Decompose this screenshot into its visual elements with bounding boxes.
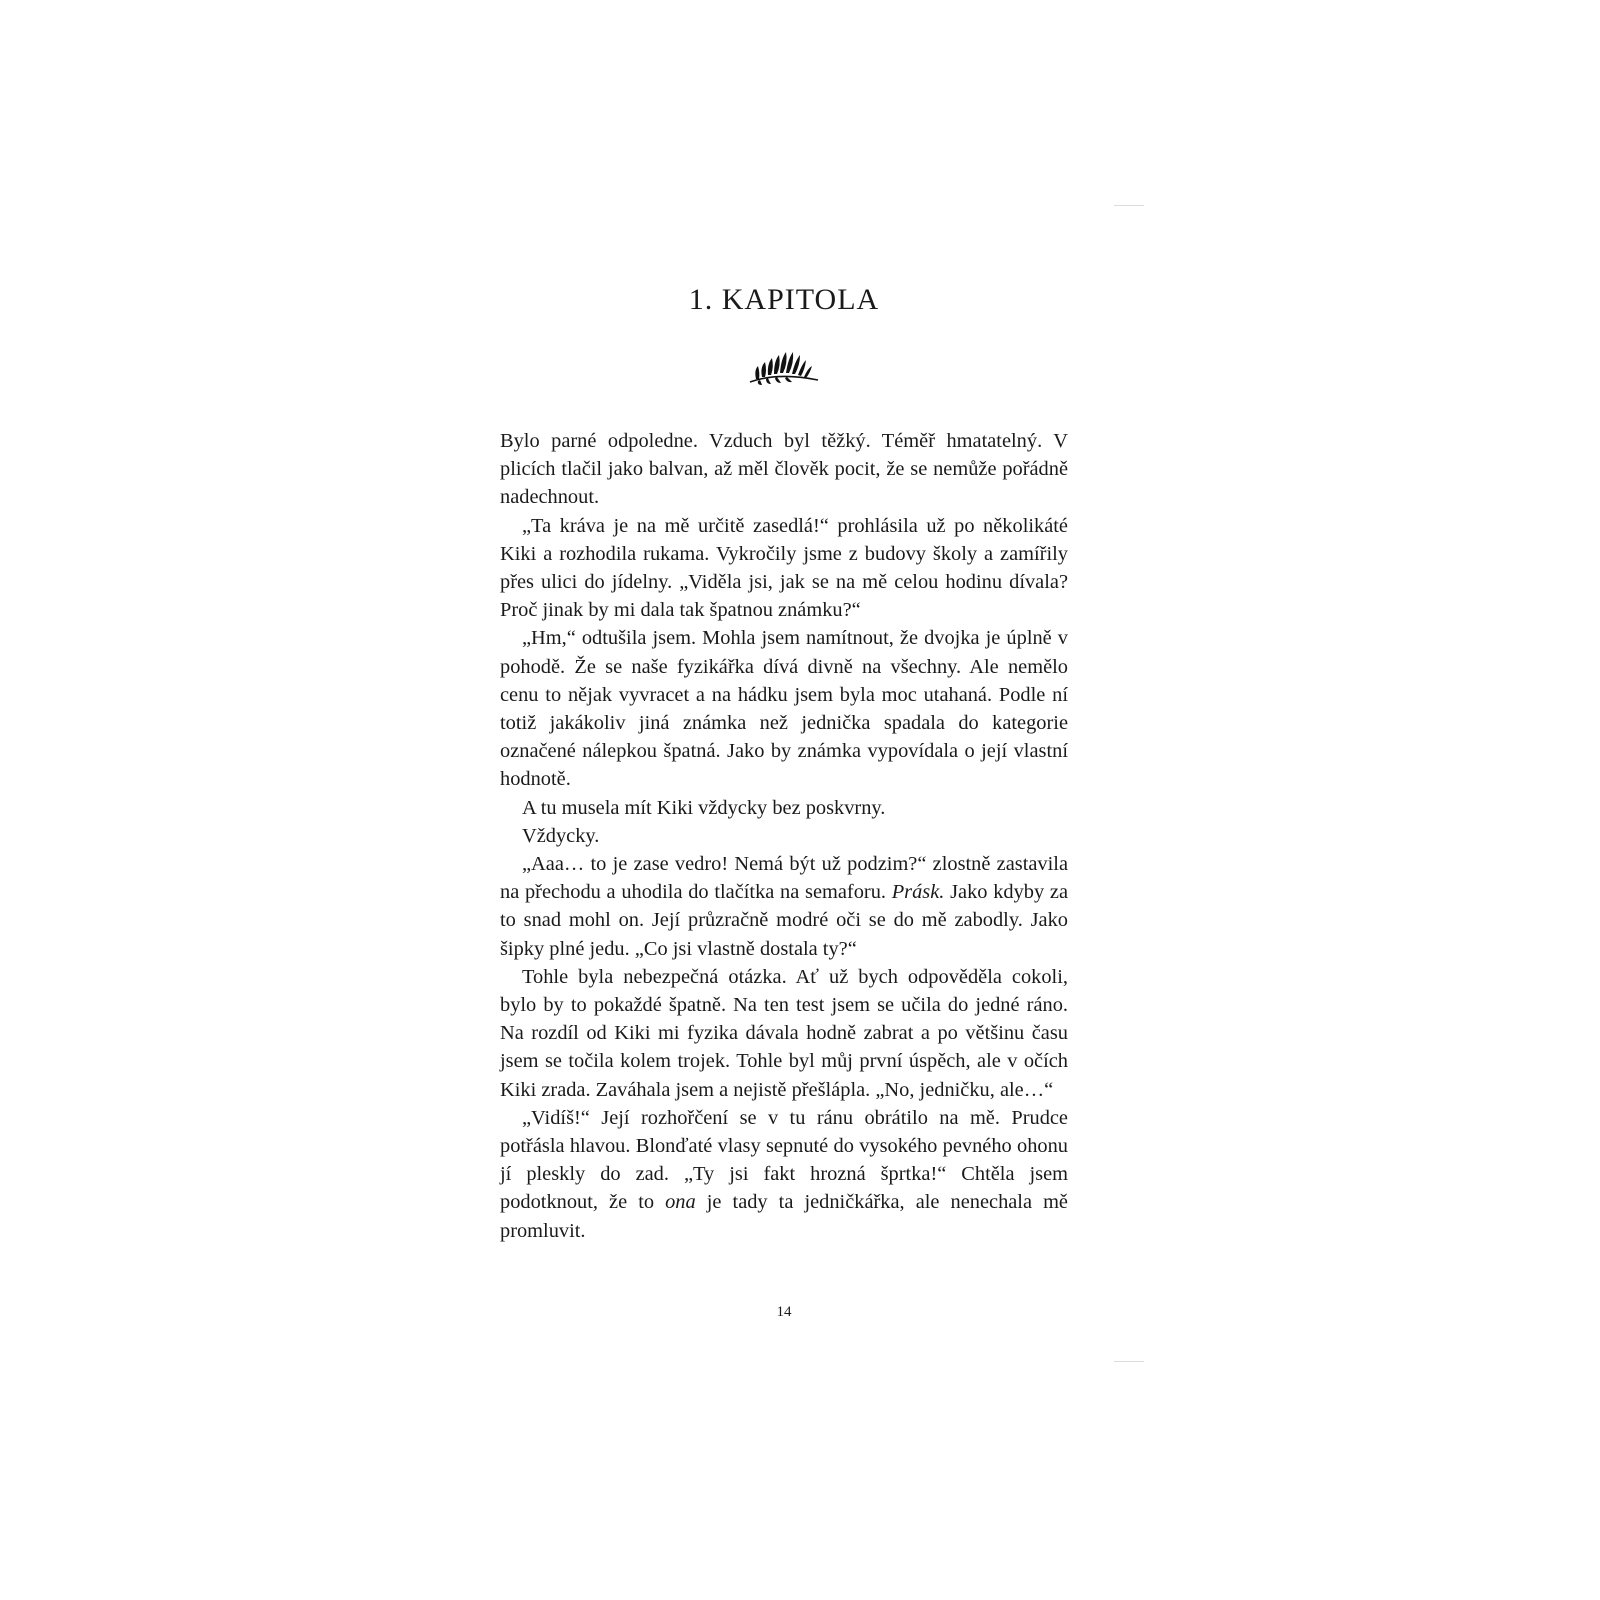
text-run: Bylo parné odpoledne. Vzduch byl těžký. Téměř hmatatelný. V plicích tlačil jako balvan, až měl člověk pocit, že se nemůže pořádně nadechnout. (500, 430, 1068, 509)
text-run: Tohle byla nebezpečná otázka. Ať už bych odpověděla cokoli, bylo by to pokaždé špatně. Na ten test jsem se učila do jedné ráno. Na rozdíl od Kiki mi fyzika dávala hodně zabrat a po většinu času jsem se točila kolem trojek. Tohle byl můj první úspěch, ale v očích Kiki zrada. Zaváhala jsem a nejistě přešláplа. „No, jedničku, ale…“ (500, 965, 1068, 1101)
paragraph (500, 794, 1068, 822)
text-run: „Aaa… to je zase vedro! Nemá být už podzim?“ zlostně zastavila na přechodu a uhodila do tlačítka na semaforu. (500, 853, 1068, 904)
text-run: A tu musela mít Kiki vždycky bez poskvrny. (522, 796, 886, 819)
text-run: „Ta kráva je na mě určitě zasedlá!“ prohlásila už po několikáté Kiki a rozhodila rukama. Vykročily jsme z budovy školy a zamířily přes ulici do jídelny. „Viděla jsi, jak se na mě celou hodinu dívala? Proč jinak by mi dala tak špatnou známku?“ (500, 514, 1068, 622)
crop-mark-bottom (1114, 1361, 1144, 1362)
text-run: „Vidíš!“ Její rozhořčení se v tu ránu obrátilo na mě. Prudce potřásla hlavou. Blonďaté vlasy sepnuté do vysokého pevného ohonu jí pleskly do zad. „Ty jsi fakt hrozná šprtka!“ Chtěla jsem podotknout, že to (500, 1106, 1068, 1214)
chapter-title: 1. KAPITOLA (688, 283, 880, 316)
paragraph (500, 850, 1068, 963)
paragraph (500, 512, 1068, 625)
text-run: Jako kdyby za to snad mohl on. Její průzračně modré oči se do mě zabodly. Jako šipky plné jedu. „Co jsi vlastně dostala ty?“ (500, 881, 1069, 960)
text-run: Vždycky. (522, 824, 600, 847)
fern-leaf-icon (748, 346, 820, 386)
paragraph (500, 963, 1068, 1104)
text-run: je tady ta jedničkářka, ale nenechala mě promluvit. (500, 1191, 1068, 1242)
italic-text-run: Prásk. (891, 881, 945, 904)
paragraph (500, 624, 1068, 793)
crop-mark-top (1114, 205, 1144, 206)
body-text (500, 427, 1068, 1245)
paragraph (500, 427, 1068, 512)
paragraph (500, 822, 1068, 850)
italic-text-run: ona (665, 1191, 696, 1214)
text-run: „Hm,“ odtušila jsem. Mohla jsem namítnout, že dvojka je úplně v pohodě. Že se naše fyzikářka dívá divně na všechny. Ale nemělo cenu to nějak vyvracet a na hádku jsem byla moc utahaná. Podle ní totiž jakákoliv jiná známka než jednička spadala do kategorie označené nálepkou špatná. Jako by známka vypovídala o její vlastní hodnotě. (500, 627, 1068, 791)
page-number: 14 (776, 1304, 792, 1320)
paragraph (500, 1104, 1068, 1245)
